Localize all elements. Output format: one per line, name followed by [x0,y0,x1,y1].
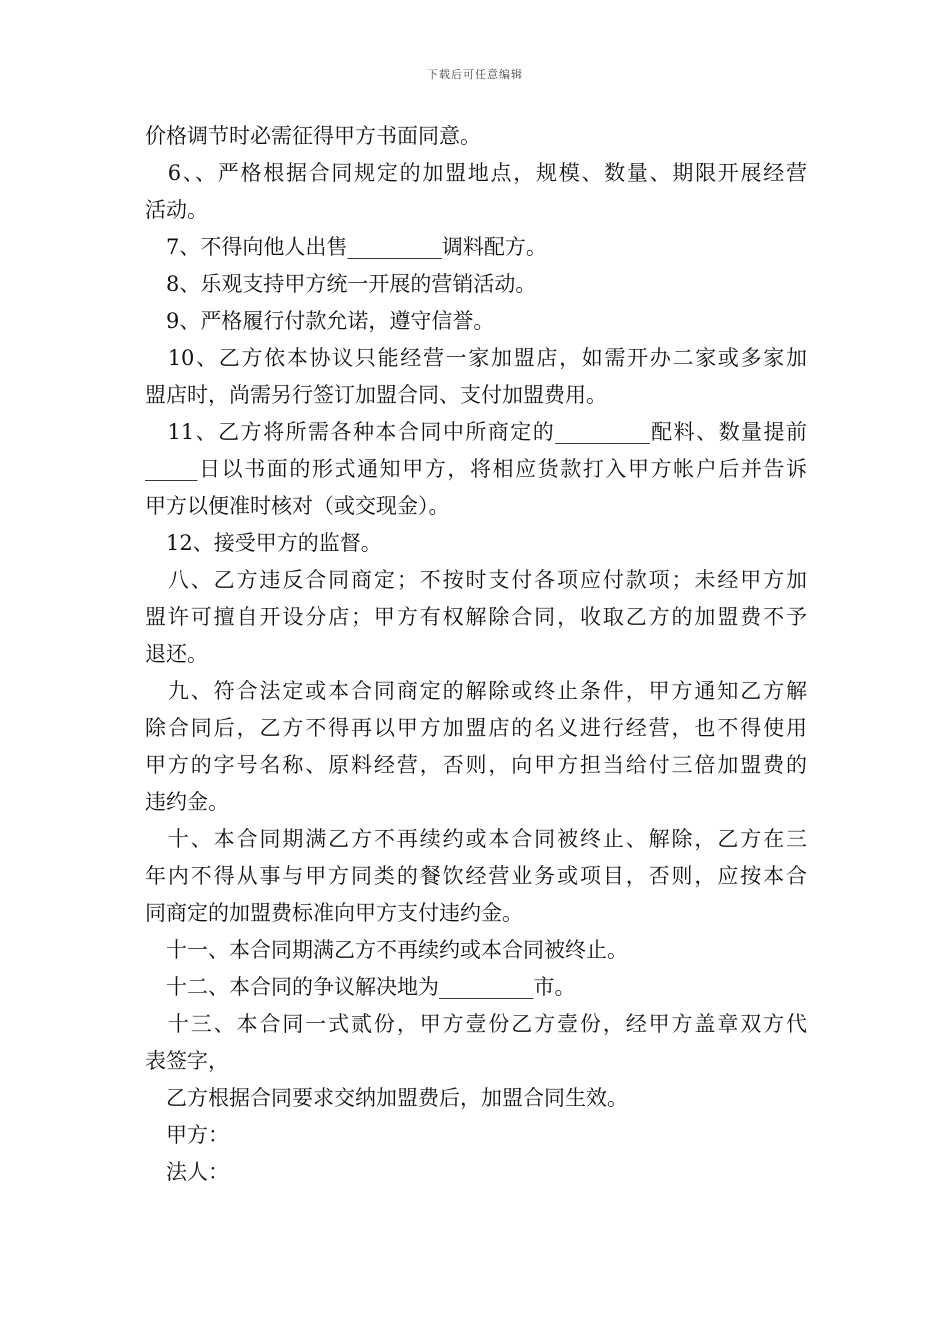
signature-legal-person-label: 法人： [145,1160,229,1184]
text-line: 12、接受甲方的监督。 [145,531,382,555]
text-line: 除合同后，乙方不得再以甲方加盟店的名义进行经营，也不得使用 [145,716,807,740]
text-line: 活动。 [145,198,208,222]
text-line: 盟店时，尚需另行签订加盟合同、支付加盟费用。 [145,383,607,407]
text-line: 十二、本合同的争议解决地为_________市。 [145,975,576,999]
text-line: 违约金。 [145,790,229,814]
text-line: 盟许可擅自开设分店；甲方有权解除合同，收取乙方的加盟费不予 [145,605,807,629]
text-line: _____日以书面的形式通知甲方，将相应货款打入甲方帐户后并告诉 [145,457,807,481]
text-line: 6、、严格根据合同规定的加盟地点，规模、数量、期限开展经营 [145,161,807,185]
text-line: 7、不得向他人出售_________调料配方。 [145,235,547,259]
text-line: 年内不得从事与甲方同类的餐饮经营业务或项目，否则，应按本合 [145,864,807,888]
contract-body [145,118,807,1191]
text-line: 甲方的字号名称、原料经营，否则，向甲方担当给付三倍加盟费的 [145,753,807,777]
text-line: 十、本合同期满乙方不再续约或本合同被终止、解除，乙方在三 [145,827,807,851]
text-line: 10、乙方依本协议只能经营一家加盟店，如需开办二家或多家加 [145,346,807,370]
text-line: 8、乐观支持甲方统一开展的营销活动。 [145,272,537,296]
text-line: 同商定的加盟费标准向甲方支付违约金。 [145,901,523,925]
text-line: 价格调节时必需征得甲方书面同意。 [145,124,481,148]
text-line: 十三、本合同一式贰份，甲方壹份乙方壹份，经甲方盖章双方代 [145,1012,807,1036]
text-line: 九、符合法定或本合同商定的解除或终止条件，甲方通知乙方解 [145,679,807,703]
text-line: 八、乙方违反合同商定；不按时支付各项应付款项；未经甲方加 [145,568,807,592]
page-header-note: 下载后可任意编辑 [427,68,523,81]
text-line: 十一、本合同期满乙方不再续约或本合同被终止。 [145,938,628,962]
text-line: 表签字， [145,1049,229,1073]
signature-party-a-label: 甲方： [145,1123,229,1147]
text-line: 乙方根据合同要求交纳加盟费后，加盟合同生效。 [145,1086,628,1110]
text-line: 甲方以便准时核对（或交现金）。 [145,494,450,518]
text-line: 11、乙方将所需各种本合同中所商定的_________配料、数量提前 [145,420,807,444]
text-line: 退还。 [145,642,208,666]
text-line: 9、严格履行付款允诺，遵守信誉。 [145,309,495,333]
